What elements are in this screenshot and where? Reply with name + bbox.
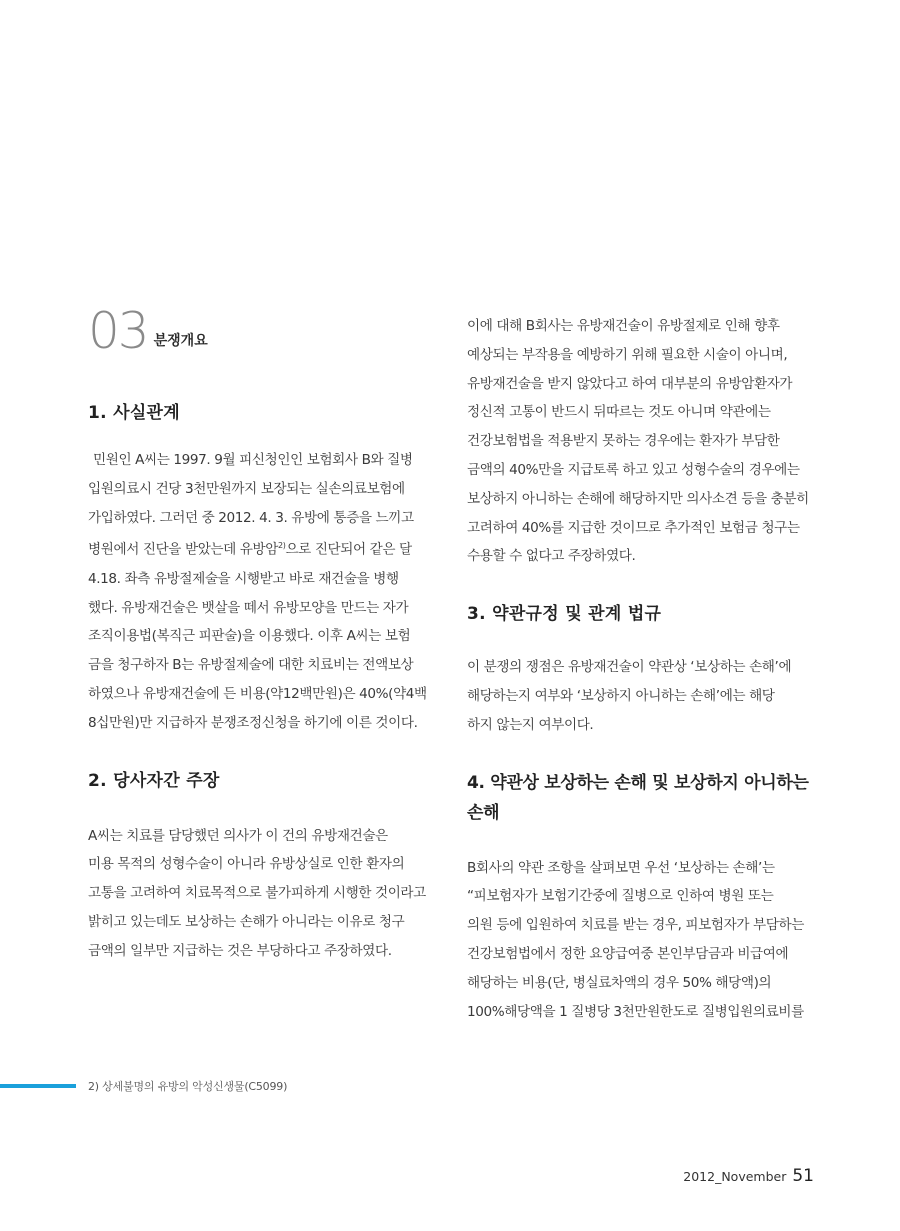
- text-line: 4.18. 좌측 유방절제술을 시행받고 바로 재건술을 병행: [88, 570, 399, 587]
- right-column: [467, 312, 813, 1026]
- section-title: 분쟁개요: [153, 333, 208, 349]
- text-line: 보상하지 아니하는 손해에 해당하지만 의사소견 등을 충분히: [467, 490, 809, 507]
- heading-facts: 1. 사실관계: [88, 403, 180, 423]
- text-line: 금액의 40%만을 지급토록 하고 있고 성형수술의 경우에는: [467, 461, 800, 478]
- text-line: 미용 목적의 성형수술이 아니라 유방상실로 인한 환자의: [88, 856, 405, 873]
- text-line: 의원 등에 입원하여 치료를 받는 경우, 피보험자가 부담하는: [467, 917, 804, 934]
- paragraph-company-claim: [467, 312, 813, 571]
- text-line: 해당하는지 여부와 ‘보상하지 아니하는 손해’에는 해당: [467, 687, 775, 704]
- heading-regulations: 3. 약관규정 및 관계 법규: [467, 604, 662, 625]
- text-line: B회사의 약관 조항을 살펴보면 우선 ‘보상하는 손해’는: [467, 859, 775, 876]
- text-line: 밝히고 있는데도 보상하는 손해가 아니라는 이유로 청구: [88, 913, 405, 930]
- section-number: 03: [88, 302, 148, 360]
- footnote-accent-bar: [0, 1084, 76, 1088]
- text-line: 수용할 수 없다고 주장하였다.: [467, 548, 636, 565]
- text-line: 8십만원)만 지급하자 분쟁조정신청을 하기에 이른 것이다.: [88, 714, 418, 731]
- text-line: 하였으나 유방재건술에 든 비용(약12백만원)은 40%(약4백: [88, 685, 427, 702]
- text-line: 이에 대해 B회사는 유방재건술이 유방절제로 인해 향후: [467, 318, 780, 334]
- left-column: [88, 300, 434, 965]
- section-heading: [88, 300, 434, 362]
- text-line: 했다. 유방재건술은 뱃살을 떼서 유방모양을 만드는 자가: [88, 599, 409, 616]
- paragraph-claims: [88, 822, 434, 966]
- text-line: 정신적 고통이 반드시 뒤따르는 것도 아니며 약관에는: [467, 404, 771, 421]
- text-line: 민원인 A씨는 1997. 9월 피신청인인 보험회사 B와 질병: [93, 452, 413, 468]
- text-line: 고려하여 40%를 지급한 것이므로 추가적인 보험금 청구는: [467, 519, 800, 536]
- text-line: 해당하는 비용(단, 병실료차액의 경우 50% 해당액)의: [467, 974, 772, 991]
- page-number: 51: [792, 1166, 814, 1186]
- text-line: 금액의 일부만 지급하는 것은 부당하다고 주장하였다.: [88, 942, 392, 959]
- page-footer: [683, 1166, 814, 1186]
- text-line: 이 분쟁의 쟁점은 유방재건술이 약관상 ‘보상하는 손해’에: [467, 659, 792, 676]
- text-line: 건강보험법을 적용받지 못하는 경우에는 환자가 부담한: [467, 433, 780, 450]
- text-line: 입원의료시 건당 3천만원까지 보장되는 실손의료보험에: [88, 480, 405, 497]
- text-line: 금을 청구하자 B는 유방절제술에 대한 치료비는 전액보상: [88, 657, 414, 674]
- text-line: 조직이용법(복직근 피판술)을 이용했다. 이후 A씨는 보험: [88, 628, 411, 645]
- heading-claims: 2. 당사자간 주장: [88, 770, 220, 791]
- text-line: 하지 않는지 여부이다.: [467, 716, 594, 733]
- text-line: 유방재건술을 받지 않았다고 하여 대부분의 유방암환자가: [467, 375, 793, 392]
- text-line: 가입하였다. 그러던 중 2012. 4. 3. 유방에 통증을 느끼고: [88, 509, 414, 526]
- footnote-ref: 2): [278, 541, 286, 551]
- text-line: 건강보험법에서 정한 요양급여중 본인부담금과 비급여에: [467, 945, 789, 962]
- text-line: 100%해당액을 1 질병당 3천만원한도로 질병입원의료비를: [467, 1003, 804, 1020]
- paragraph-issues: [467, 653, 813, 739]
- text-line: 예상되는 부작용을 예방하기 위해 필요한 시술이 아니며,: [467, 346, 788, 363]
- paragraph-facts: [88, 446, 434, 738]
- footnote: 2) 상세불명의 유방의 악성신생물(C5099): [88, 1080, 288, 1093]
- issue-label: 2012_November: [683, 1169, 787, 1184]
- paragraph-coverage: [467, 854, 813, 1027]
- heading-coverage: 4. 약관상 보상하는 손해 및 보상하지 아니하는 손해: [467, 772, 809, 823]
- text-line: 고통을 고려하여 치료목적으로 불가피하게 시행한 것이라고: [88, 885, 426, 902]
- text-line: “피보험자가 보험기간중에 질병으로 인하여 병원 또는: [467, 888, 774, 905]
- text-line: A씨는 치료를 담당했던 의사가 이 건의 유방재건술은: [88, 827, 388, 844]
- text-line: 병원에서 진단을 받았는데 유방암$^{2)}$으로 진단되어 같은 달: [88, 541, 412, 558]
